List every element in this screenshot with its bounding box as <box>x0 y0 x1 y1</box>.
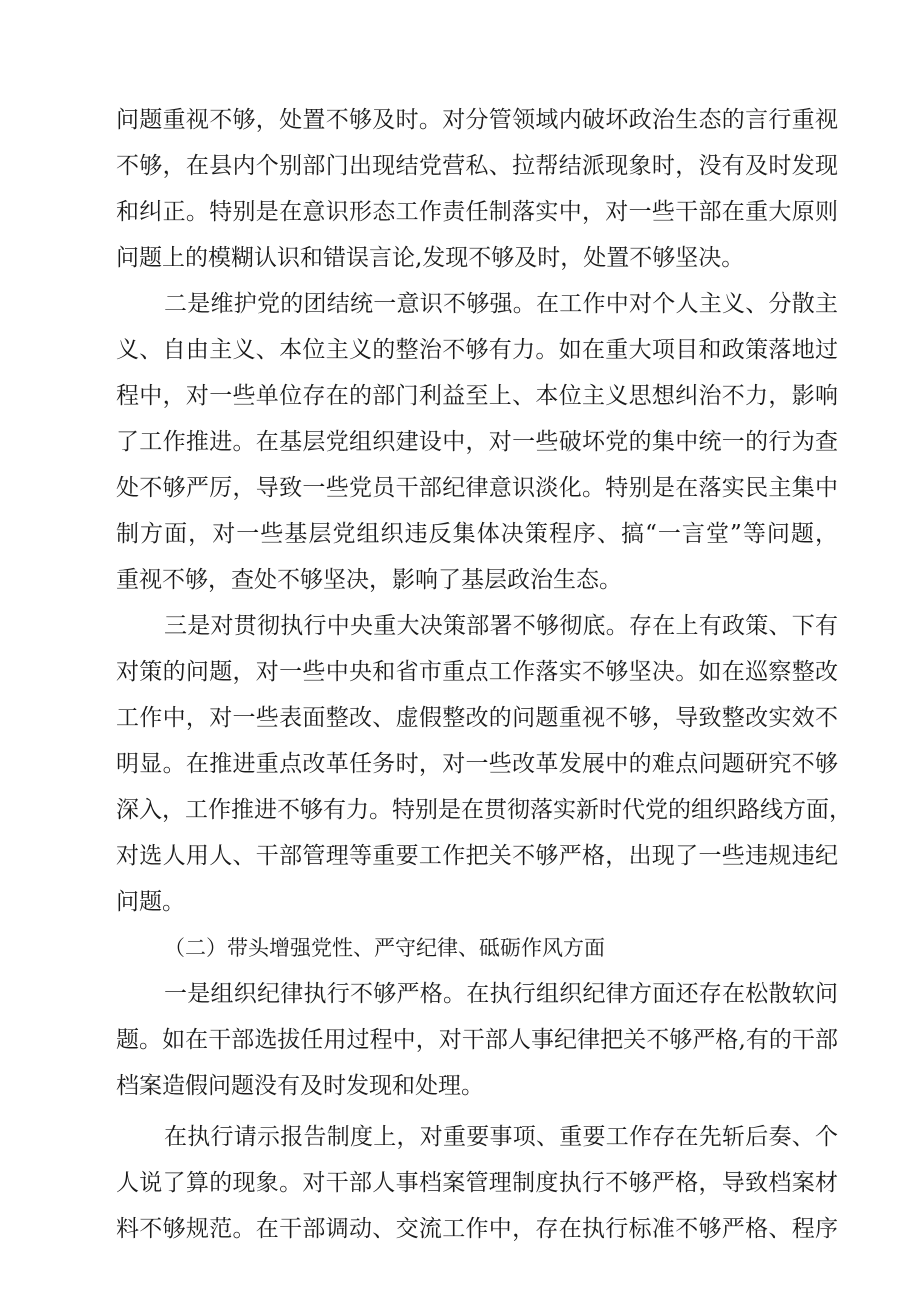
paragraph-line: 对选人用人、干部管理等重要工作把关不够严格，出现了一些违规违纪 <box>116 843 838 869</box>
paragraph-line: 问题上的模糊认识和错误言论,发现不够及时，处置不够坚决。 <box>116 245 745 271</box>
paragraph-line: 一是组织纪律执行不够严格。在执行组织纪律方面还存在松散软问 <box>164 981 838 1007</box>
paragraph-line: 人说了算的现象。对干部人事档案管理制度执行不够严格，导致档案材 <box>116 1170 838 1196</box>
paragraph-line: 重视不够，查处不够坚决，影响了基层政治生态。 <box>116 567 622 593</box>
paragraph-line: 问题重视不够，处置不够及时。对分管领域内破坏政治生态的言行重视 <box>116 107 838 133</box>
paragraph-4 <box>116 971 838 1109</box>
paragraph-line: 三是对贯彻执行中央重大决策部署不够彻底。存在上有政策、下有 <box>164 613 838 639</box>
paragraph-line: 不够，在县内个别部门出现结党营私、拉帮结派现象时，没有及时发现 <box>116 153 838 179</box>
paragraph-line: 工作中，对一些表面整改、虚假整改的问题重视不够，导致整改实效不 <box>116 705 838 731</box>
paragraph-1 <box>116 97 838 281</box>
paragraph-line: 程中，对一些单位存在的部门利益至上、本位主义思想纠治不力，影响 <box>116 383 838 409</box>
paragraph-line: 深入，工作推进不够有力。特别是在贯彻落实新时代党的组织路线方面， <box>116 797 852 823</box>
paragraph-line: 了工作推进。在基层党组织建设中，对一些破坏党的集中统一的行为查 <box>116 429 838 455</box>
paragraph-line: 义、自由主义、本位主义的整治不够有力。如在重大项目和政策落地过 <box>116 337 838 363</box>
paragraph-line: 题。如在干部选拔任用过程中，对干部人事纪律把关不够严格,有的干部 <box>116 1027 838 1053</box>
paragraph-line: 二是维护党的团结统一意识不够强。在工作中对个人主义、分散主 <box>164 291 838 317</box>
paragraph-line: 和纠正。特别是在意识形态工作责任制落实中，对一些干部在重大原则 <box>116 199 838 225</box>
paragraph-line: 明显。在推进重点改革任务时，对一些改革发展中的难点问题研究不够 <box>116 751 838 777</box>
paragraph-line: 料不够规范。在干部调动、交流工作中，存在执行标准不够严格、程序 <box>116 1216 838 1242</box>
paragraph-5 <box>116 1114 838 1252</box>
paragraph-2 <box>116 281 838 603</box>
paragraph-3 <box>116 603 852 925</box>
document-body <box>116 97 852 1252</box>
paragraph-line: 问题。 <box>116 889 185 915</box>
section-heading: （二）带头增强党性、严守纪律、砥砺作风方面 <box>164 936 605 960</box>
paragraph-line: 对策的问题，对一些中央和省市重点工作落实不够坚决。如在巡察整改 <box>116 659 838 685</box>
paragraph-line: 处不够严厉，导致一些党员干部纪律意识淡化。特别是在落实民主集中 <box>116 475 838 501</box>
paragraph-line: 档案造假问题没有及时发现和处理。 <box>116 1073 484 1099</box>
paragraph-line: 在执行请示报告制度上，对重要事项、重要工作存在先斩后奏、个 <box>164 1124 838 1150</box>
paragraph-line: 制方面，对一些基层党组织违反集体决策程序、搞“一言堂”等问题， <box>116 521 838 547</box>
